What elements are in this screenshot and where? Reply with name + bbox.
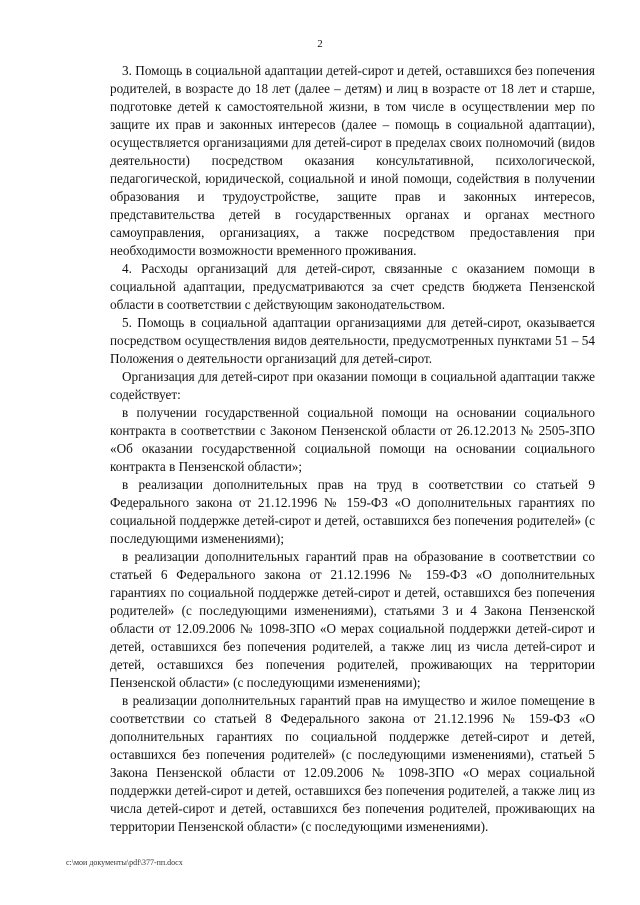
paragraph-item-5: 5. Помощь в социальной адаптации организациями для детей-сирот, оказывается посредством осуществления видов деятельности, предусмотренных пунктами 51 – 54 Положения о деятельности организаций для детей-сирот. (110, 315, 595, 366)
paragraph-intro: Организация для детей-сирот при оказании помощи в социальной адаптации также содействует: (110, 369, 595, 402)
paragraph-labor-rights: в реализации дополнительных прав на труд в соответствии со статьей 9 Федерального закона от 21.12.1996 № 159-ФЗ «О дополнительных гарантиях по социальной поддержке детей-сирот и детей, оставшихся без попечения родителей» (с последующими изменениями); (110, 477, 595, 546)
document-body (110, 62, 595, 836)
paragraph-education-rights: в реализации дополнительных гарантий прав на образование в соответствии со статьей 6 Федерального закона от 21.12.1996 № 159-ФЗ «О дополнительных гарантиях по социальной поддержке детей-сирот и детей, оставшихся без попечения родителей» (с последующими изменениями), статьями 3 и 4 Закона Пензенской области от 12.09.2006 № 1098-ЗПО «О мерах социальной поддержки детей-сирот и детей, оставшихся без попечения родителей, а также лиц из числа детей-сирот и детей, оставшихся без попечения родителей, проживающих на территории Пензенской области» (с последующими изменениями); (110, 549, 595, 690)
paragraph-item-3: 3. Помощь в социальной адаптации детей-сирот и детей, оставшихся без попечения родителей, в возрасте до 18 лет (далее – детям) и лиц в возрасте от 18 лет и старше, подготовке детей к самостоятельной жизни, в том числе в осуществлении мер по защите их прав и законных интересов (далее – помощь в социальной адаптации), осуществляется организациями для детей-сирот в пределах своих полномочий (видов деятельности) посредством оказания консультативной, психологической, педагогической, юридической, социальной и иной помощи, содействия в получении образования и трудоустройстве, защите прав и законных интересов, представительства детей в государственных органах и органах местного самоуправления, организациях, а также посредством предоставления при необходимости возможности временного проживания. (110, 63, 595, 258)
paragraph-item-4: 4. Расходы организаций для детей-сирот, связанные с оказанием помощи в социальной адаптации, предусматриваются за счет средств бюджета Пензенской области в соответствии с действующим законодательством. (110, 261, 595, 312)
file-path-footer: c:\мои документы\pdf\377-пп.docx (66, 858, 183, 867)
paragraph-social-assistance: в получении государственной социальной помощи на основании социального контракта в соответствии с Законом Пензенской области от 26.12.2013 № 2505-ЗПО «Об оказании государственной социальной помощи на основании социального контракта в Пензенской области»; (110, 405, 595, 474)
paragraph-property-rights: в реализации дополнительных гарантий прав на имущество и жилое помещение в соответствии со статьей 8 Федерального закона от 21.12.1996 № 159-ФЗ «О дополнительных гарантиях по социальной поддержке детей-сирот и детей, оставшихся без попечения родителей» (с последующими изменениями), статьей 5 Закона Пензенской области от 12.09.2006 № 1098-ЗПО «О мерах социальной поддержки детей-сирот и детей, оставшихся без попечения родителей, а также лиц из числа детей-сирот и детей, оставшихся без попечения родителей, проживающих на территории Пензенской области» (с последующими изменениями). (110, 693, 595, 834)
page-number: 2 (317, 38, 323, 50)
